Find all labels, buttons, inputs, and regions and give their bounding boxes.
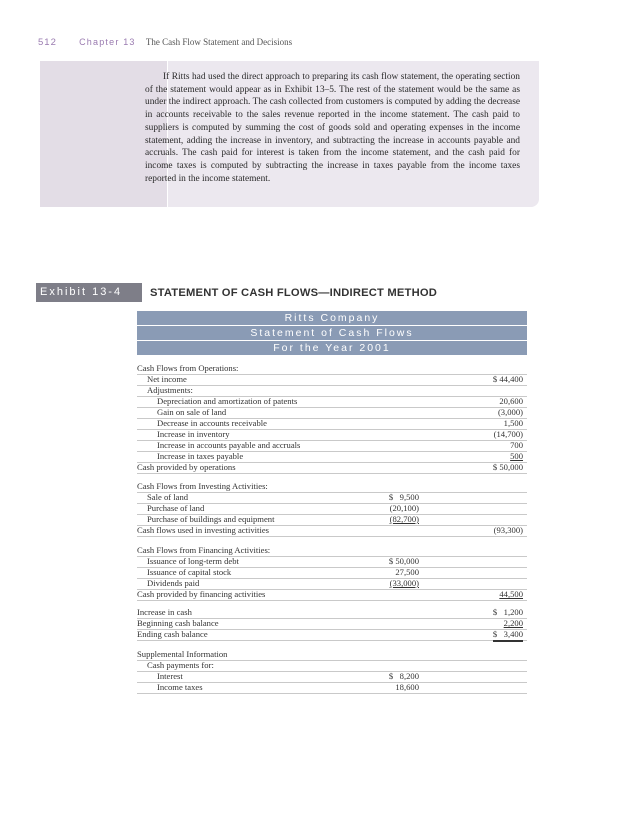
row-label: Cash provided by operations	[137, 462, 236, 472]
statement-header	[137, 311, 527, 355]
statement-row	[137, 589, 527, 601]
statement-name: Statement of Cash Flows	[137, 326, 527, 341]
chapter-label: Chapter 13	[79, 37, 136, 47]
statement-period: For the Year 2001	[273, 342, 391, 354]
row-label: Net income	[147, 374, 187, 384]
row-amount: 700	[510, 440, 523, 450]
row-subtotal-amount: (20,100)	[389, 503, 419, 513]
row-label: Issuance of capital stock	[147, 567, 232, 577]
row-amount: $ 44,400	[492, 374, 523, 384]
row-amount: 500	[510, 451, 523, 461]
row-subtotal-amount: 27,500	[395, 567, 419, 577]
row-subtotal-amount: $ 8,200	[388, 671, 419, 681]
row-label: Cash Flows from Investing Activities:	[137, 481, 268, 491]
statement-row	[137, 682, 527, 694]
row-label: Decrease in accounts receivable	[157, 418, 267, 428]
row-label: Supplemental Information	[137, 649, 228, 659]
row-amount: (3,000)	[497, 407, 523, 417]
row-label: Income taxes	[157, 682, 203, 692]
row-amount: 2,200	[503, 618, 523, 628]
row-label: Sale of land	[147, 492, 189, 502]
row-label: Purchase of buildings and equipment	[147, 514, 275, 524]
row-label: Cash provided by financing activities	[137, 589, 266, 599]
statement-row	[137, 629, 527, 641]
row-label: Issuance of long-term debt	[147, 556, 239, 566]
row-label: Cash Flows from Financing Activities:	[137, 545, 271, 555]
row-amount: $ 1,200	[492, 607, 523, 617]
row-label: Increase in taxes payable	[157, 451, 244, 461]
row-subtotal-amount: 18,600	[395, 682, 419, 692]
row-label: Purchase of land	[147, 503, 205, 513]
row-label: Depreciation and amortization of patents	[157, 396, 298, 406]
company-name: Ritts Company	[137, 311, 527, 326]
row-label: Adjustments:	[147, 385, 193, 395]
row-label: Ending cash balance	[137, 629, 208, 639]
row-label: Cash payments for:	[147, 660, 214, 670]
running-head	[38, 37, 292, 48]
row-subtotal-amount: $ 9,500	[388, 492, 419, 502]
statement-row	[137, 462, 527, 474]
note-paragraph-text: If Ritts had used the direct approach to preparing its cash flow statement, the operating section of the statement would appear as in Exhibit 13–5. The rest of the statement would be the same as under the indirect approach. The cash collected from customers is computed by adding the decrease in accounts receivable to the sales revenue reported in the income statement. The cash paid to suppliers is computed by summing the cost of goods sold and operating expenses in the income statement, adding the increase in inventory, and subtracting the increase in accounts payable and accruals. The cash paid for interest is taken from the income statement, and the cash paid for income taxes is computed by subtracting the increase in taxes payable from the income taxes reported in the income statement.	[145, 72, 520, 184]
row-amount: 20,600	[499, 396, 523, 406]
row-label: Cash Flows from Operations:	[137, 363, 239, 373]
row-label: Gain on sale of land	[157, 407, 227, 417]
row-label: Increase in accounts payable and accruals	[157, 440, 301, 450]
row-subtotal-amount: $ 50,000	[388, 556, 419, 566]
row-amount: (14,700)	[493, 429, 523, 439]
row-amount: 44,500	[499, 589, 523, 599]
row-amount: 1,500	[503, 418, 523, 428]
row-label: Beginning cash balance	[137, 618, 219, 628]
exhibit-title: STATEMENT OF CASH FLOWS—INDIRECT METHOD	[150, 287, 438, 299]
row-subtotal-amount: (82,700)	[389, 514, 419, 524]
row-amount: $ 3,400	[493, 629, 523, 642]
statement-row	[137, 525, 527, 537]
row-subtotal-amount: (33,000)	[389, 578, 419, 588]
note-paragraph	[145, 71, 520, 185]
row-label: Interest	[157, 671, 183, 681]
row-label: Increase in cash	[137, 607, 192, 617]
chapter-title: The Cash Flow Statement and Decisions	[145, 37, 293, 47]
row-label: Cash flows used in investing activities	[137, 525, 269, 535]
page-number: 512	[38, 37, 57, 48]
row-label: Dividends paid	[147, 578, 200, 588]
exhibit-tag: Exhibit 13-4	[36, 283, 142, 302]
row-label: Increase in inventory	[157, 429, 230, 439]
row-amount: $ 50,000	[492, 462, 523, 472]
row-amount: (93,300)	[493, 525, 523, 535]
